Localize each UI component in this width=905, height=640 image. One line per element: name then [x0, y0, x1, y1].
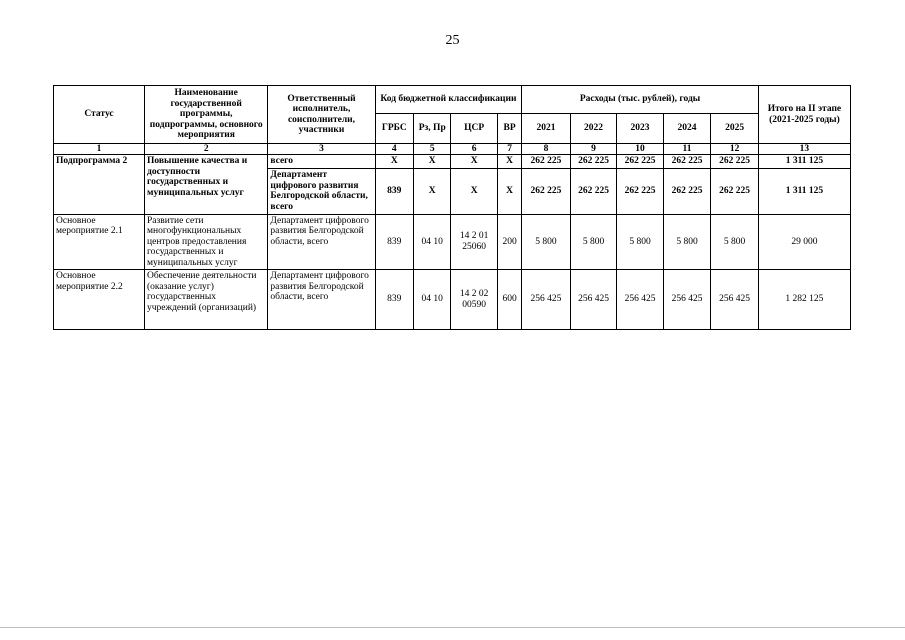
row-name: Обеспечение деятельности (оказание услуг) государственных учреждений (организаций): [145, 270, 268, 330]
col-header-status: Статус: [54, 86, 145, 144]
col-header-year: 2022: [570, 114, 617, 144]
cell-grbs: Х: [375, 155, 413, 169]
col-header-rzpr: Рз, Пр: [414, 114, 451, 144]
cell-value: 5 800: [711, 214, 759, 270]
row-executor: всего: [268, 155, 375, 169]
cell-rzpr: 04 10: [414, 270, 451, 330]
col-header-name: Наименование государственной программы, подпрограммы, основного мероприятия: [145, 86, 268, 144]
cell-value: 262 225: [617, 168, 664, 214]
col-header-budget-code: Код бюджетной классификации: [375, 86, 522, 114]
column-number: 3: [268, 144, 375, 155]
col-header-total: Итого на II этапе (2021-2025 годы): [758, 86, 850, 144]
col-header-vr: ВР: [497, 114, 521, 144]
cell-grbs: 839: [375, 168, 413, 214]
cell-value: 262 225: [617, 155, 664, 169]
column-number: 7: [497, 144, 521, 155]
col-header-year: 2021: [522, 114, 571, 144]
cell-value: 5 800: [522, 214, 571, 270]
cell-csr: Х: [451, 155, 498, 169]
col-header-grbs: ГРБС: [375, 114, 413, 144]
column-number: 13: [758, 144, 850, 155]
cell-csr: Х: [451, 168, 498, 214]
table-row-activity-2-1: [54, 214, 851, 270]
cell-total: 1 282 125: [758, 270, 850, 330]
cell-value: 5 800: [663, 214, 711, 270]
row-name: Повышение качества и доступности государственных и муниципальных услуг: [145, 155, 268, 215]
column-number-row: [54, 144, 851, 155]
cell-value: 262 225: [711, 155, 759, 169]
col-header-year: 2025: [711, 114, 759, 144]
cell-vr: Х: [497, 168, 521, 214]
cell-total: 1 311 125: [758, 168, 850, 214]
column-number: 1: [54, 144, 145, 155]
table-row-activity-2-2: [54, 270, 851, 330]
cell-value: 262 225: [522, 155, 571, 169]
budget-table: [53, 85, 851, 330]
cell-rzpr: Х: [414, 155, 451, 169]
col-header-executor: Ответственный исполнитель, соисполнители, участники: [268, 86, 375, 144]
row-status: Основное мероприятие 2.1: [54, 214, 145, 270]
scan-edge-line: [0, 627, 905, 628]
cell-grbs: 839: [375, 214, 413, 270]
table-row-subprogram-total: [54, 155, 851, 169]
column-number: 6: [451, 144, 498, 155]
column-number: 5: [414, 144, 451, 155]
cell-value: 262 225: [663, 168, 711, 214]
cell-csr: 14 2 01 25060: [451, 214, 498, 270]
cell-value: 262 225: [522, 168, 571, 214]
row-status: Подпрограмма 2: [54, 155, 145, 215]
cell-value: 5 800: [570, 214, 617, 270]
col-header-year: 2023: [617, 114, 664, 144]
cell-grbs: 839: [375, 270, 413, 330]
cell-value: 262 225: [570, 155, 617, 169]
row-name: Развитие сети многофункциональных центров предоставления государственных и муниципальных услуг: [145, 214, 268, 270]
cell-value: 256 425: [522, 270, 571, 330]
cell-value: 262 225: [711, 168, 759, 214]
cell-value: 256 425: [570, 270, 617, 330]
cell-value: 256 425: [617, 270, 664, 330]
header-row-1: [54, 86, 851, 114]
col-header-csr: ЦСР: [451, 114, 498, 144]
column-number: 11: [663, 144, 711, 155]
cell-total: 1 311 125: [758, 155, 850, 169]
cell-value: 262 225: [663, 155, 711, 169]
cell-rzpr: 04 10: [414, 214, 451, 270]
row-executor: Департамент цифрового развития Белгородской области, всего: [268, 168, 375, 214]
row-status: Основное мероприятие 2.2: [54, 270, 145, 330]
column-number: 4: [375, 144, 413, 155]
cell-rzpr: Х: [414, 168, 451, 214]
row-executor: Департамент цифрового развития Белгородской области, всего: [268, 270, 375, 330]
cell-vr: 200: [497, 214, 521, 270]
col-header-expenses: Расходы (тыс. рублей), годы: [522, 86, 759, 114]
cell-total: 29 000: [758, 214, 850, 270]
column-number: 12: [711, 144, 759, 155]
column-number: 2: [145, 144, 268, 155]
cell-value: 256 425: [663, 270, 711, 330]
row-executor: Департамент цифрового развития Белгородской области, всего: [268, 214, 375, 270]
cell-csr: 14 2 02 00590: [451, 270, 498, 330]
cell-value: 256 425: [711, 270, 759, 330]
cell-value: 262 225: [570, 168, 617, 214]
column-number: 10: [617, 144, 664, 155]
page-number: 25: [445, 33, 460, 48]
column-number: 8: [522, 144, 571, 155]
col-header-year: 2024: [663, 114, 711, 144]
cell-vr: Х: [497, 155, 521, 169]
column-number: 9: [570, 144, 617, 155]
cell-value: 5 800: [617, 214, 664, 270]
cell-vr: 600: [497, 270, 521, 330]
